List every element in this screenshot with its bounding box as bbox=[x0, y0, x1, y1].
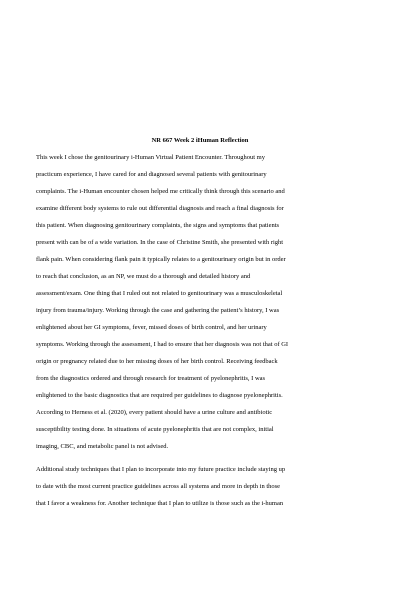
text-line: present with can be of a wide variation. In the case of Christine Smith, she presented with right bbox=[36, 239, 284, 246]
text-line: This week I chose the genitourinary i-Human Virtual Patient Encounter. Throughout my bbox=[36, 154, 265, 161]
text-line: practicum experience, I have cared for and diagnosed several patients with genitourinary bbox=[36, 171, 267, 178]
text-line: injury from trauma/injury. Working through the case and gathering the patient’s history, I was bbox=[36, 307, 280, 314]
text-line: from the diagnostics ordered and through research for treatment of pyelonephritis, I was bbox=[36, 375, 266, 382]
document-title: NR 667 Week 2 iHuman Reflection bbox=[151, 137, 249, 144]
paragraph-1 bbox=[36, 149, 366, 455]
text-line: that I favor a weakness for. Another technique that I plan to utilize is those such as the i-human bbox=[36, 500, 284, 507]
text-line: enlightened about her GI symptoms, fever, missed doses of birth control, and her urinary bbox=[36, 324, 267, 331]
text-line: origin or pregnancy related due to her missing doses of her birth control. Receiving feedback bbox=[36, 358, 278, 365]
text-line: examine different body systems to rule out differential diagnosis and reach a final diagnosis for bbox=[36, 205, 284, 212]
text-line: Additional study techniques that I plan to incorporate into my future practice include staying up bbox=[36, 466, 286, 473]
text-line: imaging, CBC, and metabolic panel is not advised. bbox=[36, 443, 169, 450]
text-line: complaints. The i-Human encounter chosen helped me critically think through this scenario and bbox=[36, 188, 285, 195]
text-line: susceptibility testing done. In situations of acute pyelonephritis that are not complex, initial bbox=[36, 426, 274, 433]
text-line: to reach that conclusion, as an NP, we must do a thorough and detailed history and bbox=[36, 273, 251, 280]
text-line: symptoms. Working through the assessment, I had to ensure that her diagnosis was not that of GI bbox=[36, 341, 289, 348]
text-line: to date with the most current practice guidelines across all systems and more in depth in those bbox=[36, 483, 281, 490]
text-line: enlightened to the basic diagnostics that are required per guidelines to diagnose pyelonephritis. bbox=[36, 392, 283, 399]
text-line: assessment/exam. One thing that I ruled out not related to genitourinary was a musculoskeletal bbox=[36, 290, 283, 297]
text-line: this patient. When diagnosing genitourinary complaints, the signs and symptoms that patients bbox=[36, 222, 280, 229]
text-line: According to Herness et al. (2020), every patient should have a urine culture and antibiotic bbox=[36, 409, 273, 416]
document-body bbox=[36, 149, 366, 518]
paragraph-2 bbox=[36, 461, 366, 512]
text-line: flank pain. When considering flank pain it typically relates to a genitourinary origin but in order bbox=[36, 256, 286, 263]
